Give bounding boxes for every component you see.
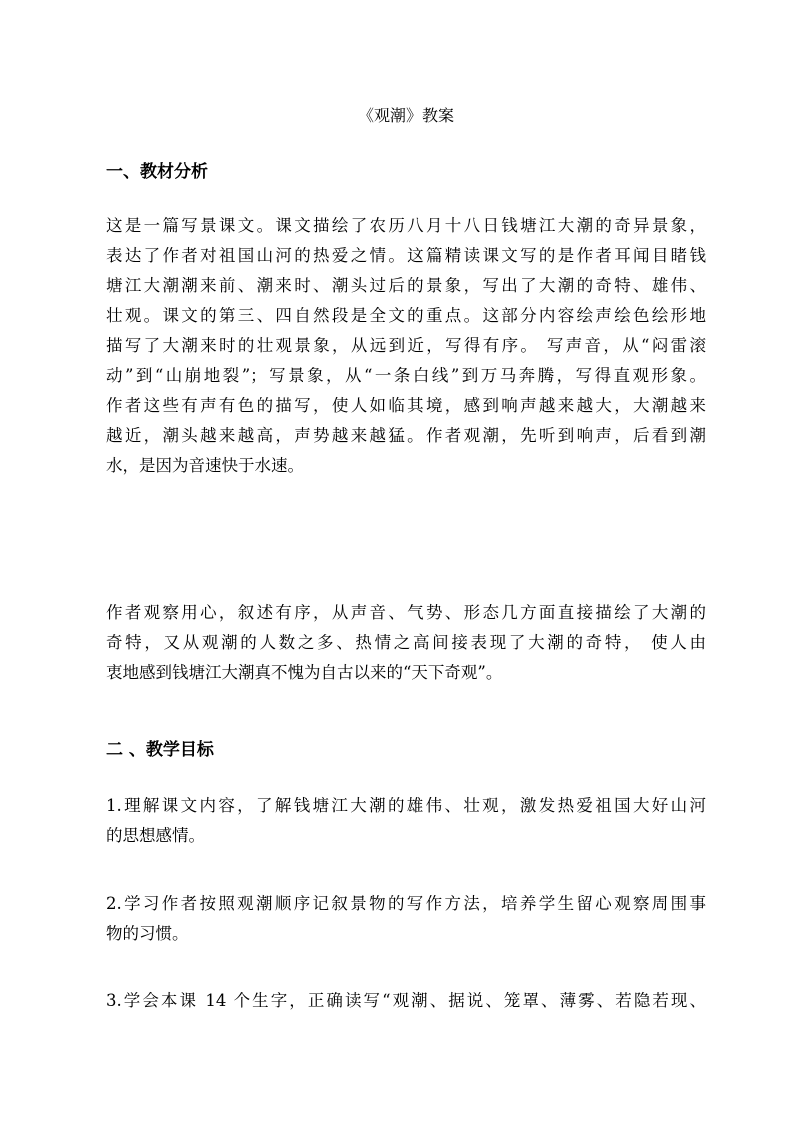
paragraph-line: 作者观察用心，叙述有序，从声音、气势、形态几方面直接描绘了大潮的 [106,603,706,622]
section-heading-textbook-analysis: 一、教材分析 [106,162,208,182]
paragraph-line: 3.学会本课 14 个生字，正确读写“观潮、据说、笼罩、薄雾、若隐若现、 [106,991,706,1010]
paragraph-line: 塘江大潮潮来前、潮来时、潮头过后的景象，写出了大潮的奇特、雄伟、 [106,276,706,295]
paragraph-line: 的思想感情。 [106,826,205,845]
paragraph-line: 动”到“山崩地裂”；写景象，从“一条白线”到万马奔腾，写得直观形象。 [106,366,706,385]
document-title: 《观潮》教案 [357,106,454,125]
paragraph [106,986,706,1016]
paragraph-line: 衷地感到钱塘江大潮真不愧为自古以来的“天下奇观”。 [106,663,503,682]
paragraph-line: 作者这些有声有色的描写，使人如临其境，感到响声越来越大，大潮越来 [106,396,706,415]
paragraph-line: 水，是因为音速快于水速。 [106,456,304,475]
paragraph-line: 2.学习作者按照观潮顺序记叙景物的写作方法，培养学生留心观察周围事 [106,894,706,913]
paragraph-line: 表达了作者对祖国山河的热爱之情。这篇精读课文写的是作者耳闻目睹钱 [106,246,706,265]
paragraph [106,598,706,688]
paragraph-line: 这是一篇写景课文。课文描绘了农历八月十八日钱塘江大潮的奇异景象， [106,216,706,235]
paragraph [106,791,706,851]
paragraph [106,889,706,949]
paragraph-line: 壮观。课文的第三、四自然段是全文的重点。这部分内容绘声绘色绘形地 [106,306,706,325]
paragraph-line: 越近，潮头越来越高，声势越来越猛。作者观潮，先听到响声，后看到潮 [106,426,706,445]
section-heading-teaching-goals: 二 、教学目标 [106,740,214,760]
paragraph [106,211,706,481]
paragraph-line: 物的习惯。 [106,924,189,943]
paragraph-line: 1.理解课文内容，了解钱塘江大潮的雄伟、壮观，激发热爱祖国大好山河 [106,796,706,815]
paragraph-line: 奇特，又从观潮的人数之多、热情之高间接表现了大潮的奇特， 使人由 [106,633,706,652]
paragraph-line: 描写了大潮来时的壮观景象，从远到近，写得有序。 写声音，从“闷雷滚 [106,336,706,355]
